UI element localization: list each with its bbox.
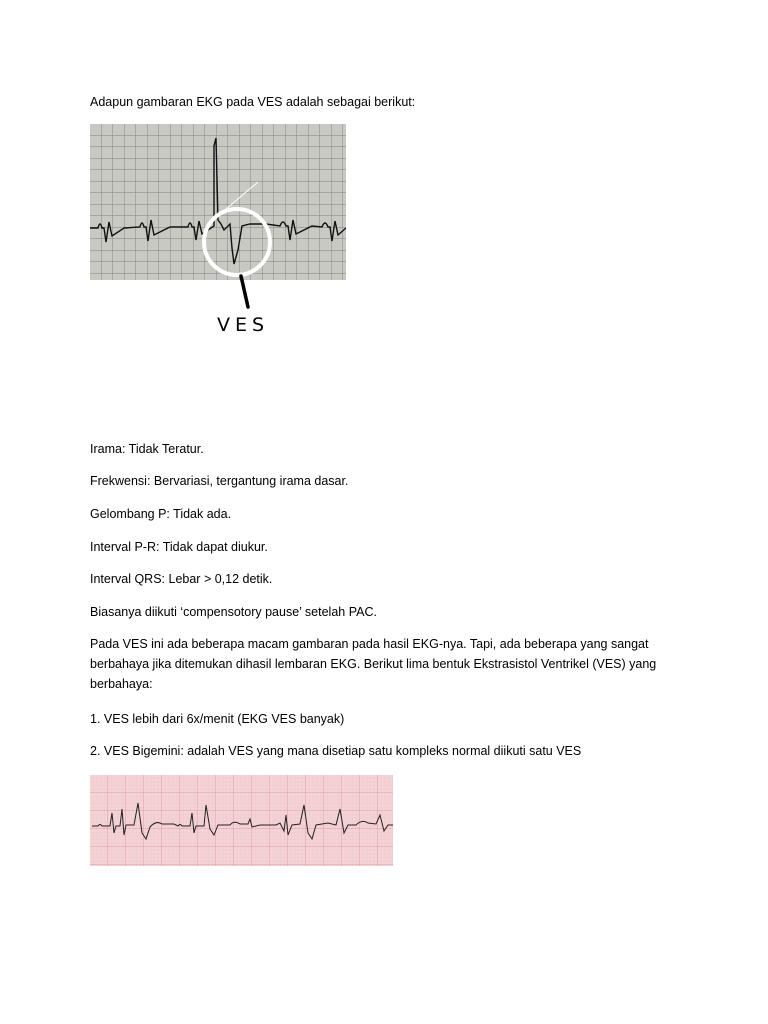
spec-frekwensi: Frekwensi: Bervariasi, tergantung irama dasar. — [90, 474, 349, 488]
spec-compensatory-pause: Biasanya diikuti ‘compensotory pause’ setelah PAC. — [90, 605, 377, 619]
list-item-1: 1. VES lebih dari 6x/menit (EKG VES banyak) — [90, 712, 345, 726]
intro-text: Adapun gambaran EKG pada VES adalah sebagai berikut: — [90, 95, 416, 109]
spec-gelombang-p: Gelombang P: Tidak ada. — [90, 507, 232, 521]
spec-interval-pr: Interval P-R: Tidak dapat diukur. — [90, 540, 268, 554]
spec-interval-qrs: Interval QRS: Lebar > 0,12 detik. — [90, 572, 273, 586]
ecg-figure-ves — [90, 124, 346, 339]
ecg-figure-bigemini — [90, 775, 393, 866]
ecg-bigemini-svg — [90, 775, 393, 866]
list-item-2: 2. VES Bigemini: adalah VES yang mana disetiap satu kompleks normal diikuti satu VES — [90, 744, 582, 758]
ves-label: VES — [217, 314, 270, 336]
spec-irama: Irama: Tidak Teratur. — [90, 442, 204, 456]
description-paragraph: Pada VES ini ada beberapa macam gambaran pada hasil EKG-nya. Tapi, ada beberapa yang sangat berbahaya jika ditemukan dihasil lembaran EKG. Berikut lima bentuk Ekstrasistol Ventrikel (VES) yang berbahaya: — [90, 637, 657, 691]
ves-pointer-line — [241, 276, 248, 307]
ecg-ves-svg — [90, 124, 346, 339]
